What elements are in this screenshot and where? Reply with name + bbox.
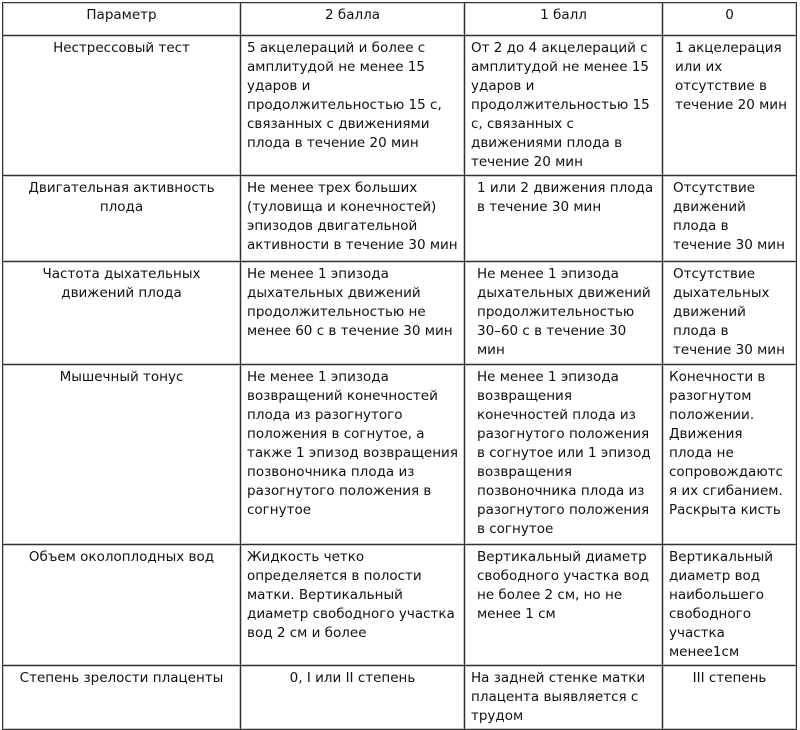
param-cell: Объем околоплодных вод [2,544,240,665]
row-placenta-maturity [2,665,797,730]
score-0-cell: 1 акцелерация или их отсутствие в течение 20 мин [662,35,797,175]
header-param: Параметр [2,2,240,35]
score-1-cell: Вертикальный диаметр свободного участка вод не более 2 см, но не менее 1 см [464,544,662,665]
score-0-cell: III степень [662,665,797,730]
param-cell: Нестрессовый тест [2,35,240,175]
row-motor-activity [2,175,797,261]
header-score-1: 1 балл [464,2,662,35]
score-1-cell: От 2 до 4 акцелераций с амплитудой не менее 15 ударов и продолжительностью 15 с, связанных с движениями плода в течение 20 мин [464,35,662,175]
score-0-cell: Конечности в разогнутом положении. Движения плода не сопровождаются их сгибанием. Раскрыта кисть [662,364,797,544]
score-2-cell: 0, I или II степень [240,665,464,730]
row-nonstress-test [2,35,797,175]
score-1-cell: Не менее 1 эпизода дыхательных движений продолжительностью 30–60 с в течение 30 мин [464,261,662,364]
row-amniotic-fluid [2,544,797,665]
score-1-cell: 1 или 2 движения плода в течение 30 мин [464,175,662,261]
row-breathing-movements [2,261,797,364]
param-cell: Степень зрелости плаценты [2,665,240,730]
score-2-cell: Жидкость четко определяется в полости матки. Вертикальный диаметр свободного участка вод 2 см и более [240,544,464,665]
header-row [2,2,797,35]
score-0-cell: Отсутствие движений плода в течение 30 мин [662,175,797,261]
score-1-cell: Не менее 1 эпизода возвращения конечностей плода из разогнутого положения в согнутое или 1 эпизод возвращения позвоночника плода из разогнутого положения в согнутое [464,364,662,544]
param-cell: Двигательная активность плода [2,175,240,261]
header-score-2: 2 балла [240,2,464,35]
score-1-cell: На задней стенке матки плацента выявляется с трудом [464,665,662,730]
param-cell: Частота дыхательных движений плода [2,261,240,364]
param-cell: Мышечный тонус [2,364,240,544]
score-2-cell: Не менее 1 эпизода дыхательных движений продолжительностью не менее 60 с в течение 30 мин [240,261,464,364]
score-2-cell: Не менее трех больших (туловища и конечностей) эпизодов двигательной активности в течение 30 мин [240,175,464,261]
score-0-cell: Отсутствие дыхательных движений плода в течение 30 мин [662,261,797,364]
score-0-cell: Вертикальный диаметр вод наибольшего свободного участка менее1см [662,544,797,665]
score-2-cell: Не менее 1 эпизода возвращений конечностей плода из разогнутого положения в согнутое, а также 1 эпизод возвращения позвоночника плода из разогнутого положения в согнутое [240,364,464,544]
row-muscle-tone [2,364,797,544]
header-score-0: 0 [662,2,797,35]
score-2-cell: 5 акцелераций и более с амплитудой не менее 15 ударов и продолжительностью 15 с, связанных с движениями плода в течение 20 мин [240,35,464,175]
biophysical-profile-table [2,2,797,730]
